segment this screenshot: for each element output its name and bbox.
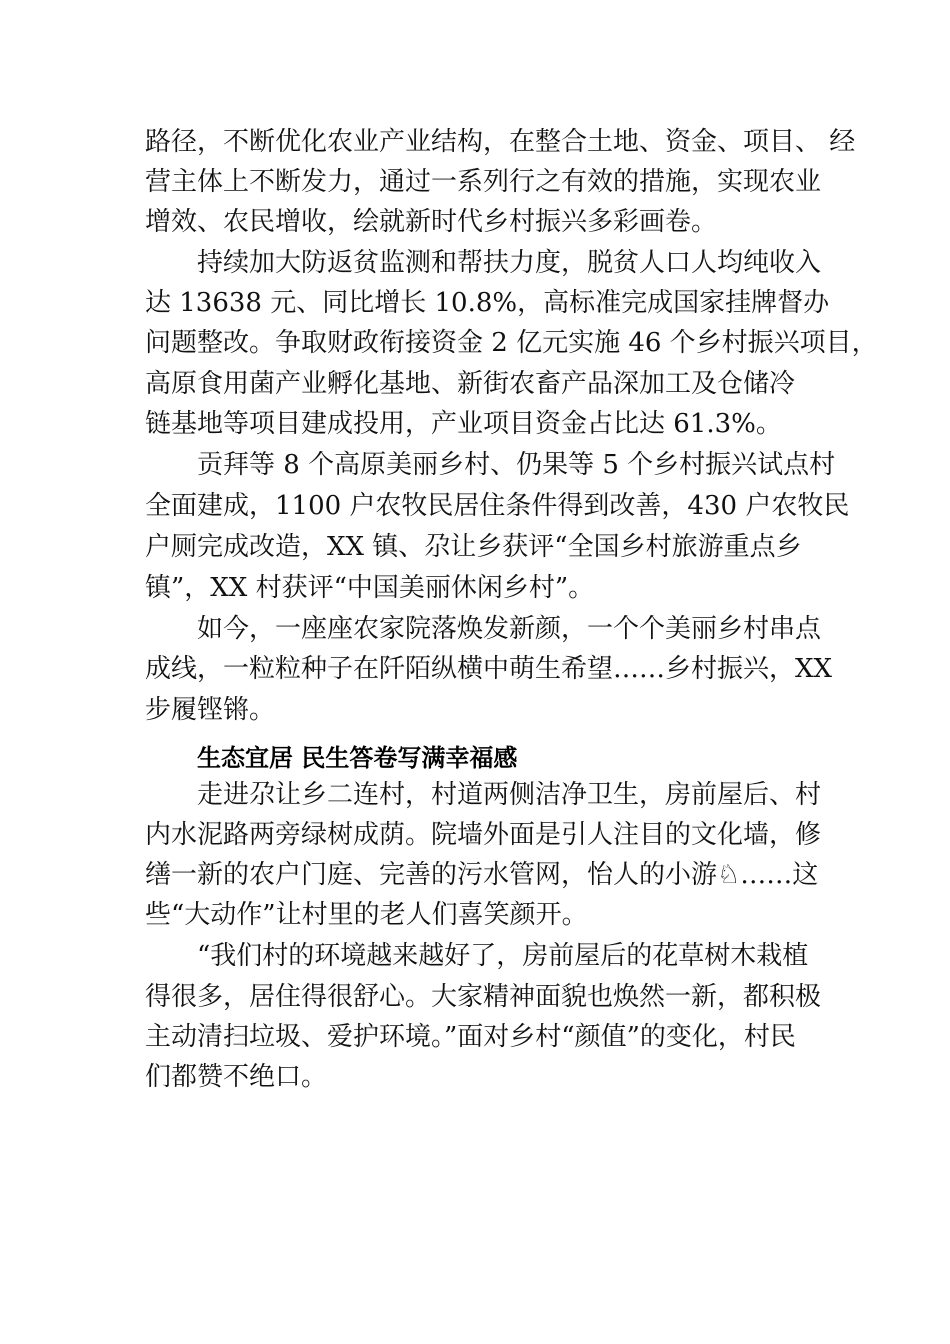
paragraph-line: 高原食用菌产业孵化基地、新街农畜产品深加工及仓储冷 bbox=[145, 369, 796, 399]
paragraph-line: “我们村的环境越来越好了，房前屋后的花草树木栽植 bbox=[197, 941, 809, 971]
paragraph-line: 镇”，XX 村获评“中国美丽休闲乡村”。 bbox=[145, 573, 595, 603]
paragraph-line: 得很多，居住得很舒心。大家精神面貌也焕然一新，都积极 bbox=[145, 982, 822, 1012]
paragraph-line: 增效、农民增收，绘就新时代乡村振兴多彩画卷。 bbox=[145, 207, 718, 237]
paragraph-line: 走进尕让乡二连村，村道两侧洁净卫生，房前屋后、村 bbox=[197, 780, 822, 810]
paragraph-line: 全面建成，1100 户农牧民居住条件得到改善，430 户农牧民 bbox=[145, 491, 850, 521]
section-heading: 生态宜居 民生答卷写满幸福感 bbox=[197, 744, 518, 772]
paragraph-line: 链基地等项目建成投用，产业项目资金占比达 61.3%。 bbox=[145, 409, 782, 439]
paragraph-line: 营主体上不断发力，通过一系列行之有效的措施，实现农业 bbox=[145, 167, 822, 197]
paragraph-line: 路径，不断优化农业产业结构，在整合土地、资金、项目、 经 bbox=[145, 127, 856, 157]
paragraph-line: 成线，一粒粒种子在阡陌纵横中萌生希望……乡村振兴，XX bbox=[145, 654, 833, 684]
paragraph-line: 们都赞不绝口。 bbox=[145, 1062, 328, 1092]
paragraph-line: 缮一新的农户门庭、完善的污水管网，怡人的小游♘……这 bbox=[145, 860, 819, 890]
paragraph-line: 如今，一座座农家院落焕发新颜，一个个美丽乡村串点 bbox=[197, 614, 822, 644]
paragraph-line: 内水泥路两旁绿树成荫。院墙外面是引人注目的文化墙，修 bbox=[145, 820, 822, 850]
paragraph-line: 步履铿锵。 bbox=[145, 695, 276, 725]
paragraph-line: 些“大动作”让村里的老人们喜笑颜开。 bbox=[145, 900, 588, 930]
paragraph-line: 问题整改。争取财政衔接资金 2 亿元实施 46 个乡村振兴项目， bbox=[145, 328, 878, 358]
paragraph-line: 主动清扫垃圾、爱护环境。”面对乡村“颜值”的变化，村民 bbox=[145, 1022, 796, 1052]
paragraph-line: 持续加大防返贫监测和帮扶力度，脱贫人口人均纯收入 bbox=[197, 248, 822, 278]
paragraph-line: 贡拜等 8 个高原美丽乡村、仍果等 5 个乡村振兴试点村 bbox=[197, 450, 836, 480]
paragraph-line: 达 13638 元、同比增长 10.8%，高标准完成国家挂牌督办 bbox=[145, 288, 830, 318]
paragraph-line: 户厕完成改造，XX 镇、尕让乡获评“全国乡村旅游重点乡 bbox=[145, 532, 802, 562]
